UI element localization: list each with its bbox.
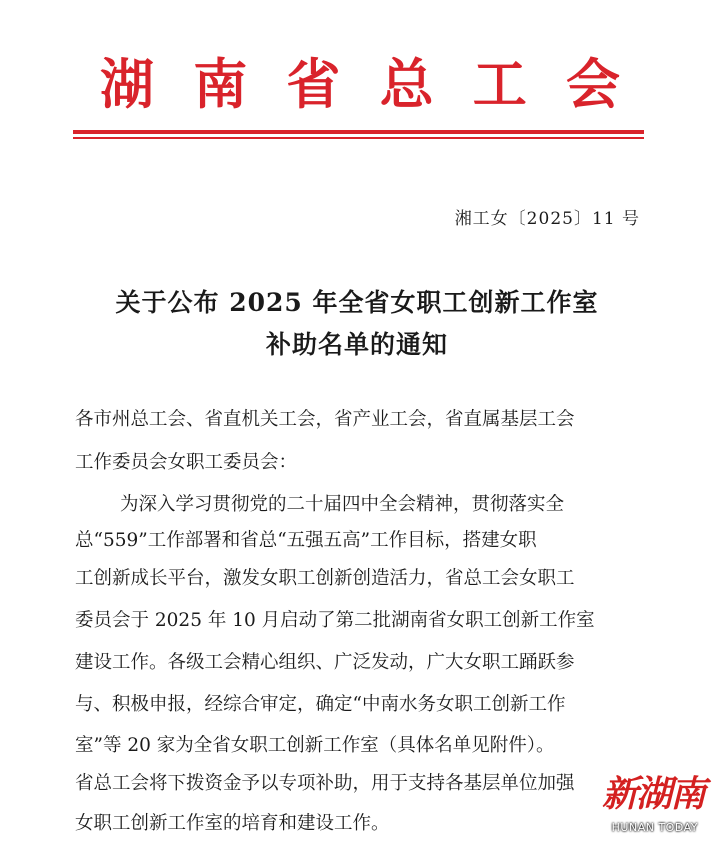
masthead-char: 南 <box>193 53 248 116</box>
masthead-org-name <box>100 52 620 118</box>
body-line: 室”等 20 家为全省女职工创新工作室（具体名单见附件）。 <box>75 735 555 756</box>
masthead-char: 湖 <box>100 53 154 116</box>
body-line: 女职工创新工作室的培育和建设工作。 <box>75 813 390 834</box>
header-divider-thin <box>73 137 644 139</box>
body-line: 各市州总工会、省直机关工会，省产业工会，省直属基层工会 <box>75 409 575 430</box>
document-title-line-2: 补助名单的通知 <box>265 330 448 359</box>
body-line: 为深入学习贯彻党的二十届四中全会精神，贯彻落实全 <box>120 494 565 515</box>
news-watermark-logo <box>594 775 704 837</box>
masthead-char: 省 <box>286 53 341 116</box>
body-line: 总“559”工作部署和省总“五强五高”工作目标，搭建女职 <box>75 530 537 551</box>
body-line: 建设工作。各级工会精心组织、广泛发动，广大女职工踊跃参 <box>75 652 575 673</box>
document-title-line-1: 关于公布 2025 年全省女职工创新工作室 <box>115 288 599 317</box>
body-line: 工创新成长平台，激发女职工创新创造活力，省总工会女职工 <box>75 568 575 589</box>
body-line: 与、积极申报，经综合审定，确定“中南水务女职工创新工作 <box>75 694 566 715</box>
masthead-char: 工 <box>472 53 527 116</box>
body-line: 委员会于 2025 年 10 月启动了第二批湖南省女职工创新工作室 <box>75 610 595 631</box>
header-divider-thick <box>73 130 644 134</box>
masthead-char: 总 <box>379 53 434 116</box>
watermark-brand: 新湖南 <box>601 774 704 815</box>
body-line: 省总工会将下拨资金予以专项补助，用于支持各基层单位加强 <box>75 773 575 794</box>
body-line: 工作委员会女职工委员会： <box>75 452 298 473</box>
masthead-char: 会 <box>565 53 620 116</box>
document-number: 湘工女〔2025〕11 号 <box>454 209 640 229</box>
watermark-subtitle: HUNAN TODAY <box>611 821 698 834</box>
